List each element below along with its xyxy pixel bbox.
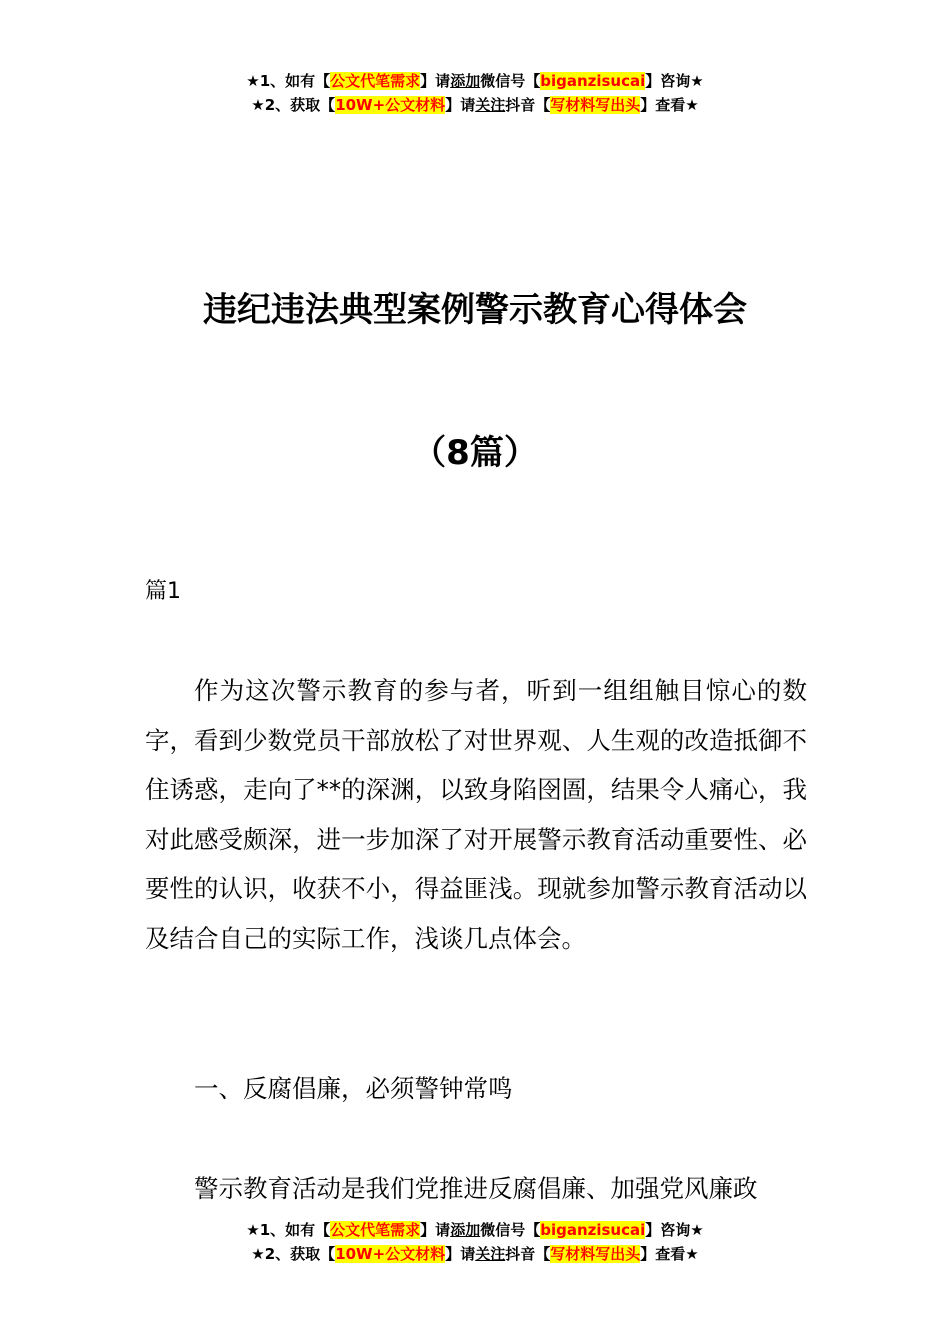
document-subtitle: （8篇） [412, 433, 538, 473]
promo-text: 微信号【 [480, 72, 541, 90]
promo-text: 】请 [445, 96, 476, 114]
promo-text: 抖音【 [505, 96, 551, 114]
promo-underlined: 添加 [450, 72, 481, 90]
promo-highlight: 写材料写出头 [550, 1245, 641, 1263]
section-label: 篇1 [145, 579, 181, 604]
promo-text: ★1、如有【 [246, 72, 331, 90]
promo-text: 】请 [420, 1221, 451, 1239]
promo-text: ★2、获取【 [251, 1245, 336, 1263]
promo-highlight: biganzisucai [540, 1221, 646, 1239]
promo-line-2 [0, 1242, 950, 1266]
promo-text: 】请 [445, 1245, 476, 1263]
promo-underlined: 关注 [475, 1245, 506, 1263]
promo-line-1 [0, 69, 950, 93]
promo-underlined: 添加 [450, 1221, 481, 1239]
promo-highlight: 公文代笔需求 [330, 1221, 421, 1239]
promo-highlight: biganzisucai [540, 72, 646, 90]
promo-text: 抖音【 [505, 1245, 551, 1263]
promo-text: 】查看★ [640, 1245, 699, 1263]
header-promo-banner [0, 69, 950, 117]
promo-text: 微信号【 [480, 1221, 541, 1239]
section-heading-1: 一、反腐倡廉，必须警钟常鸣 [194, 1074, 513, 1103]
promo-text: 】请 [420, 72, 451, 90]
footer-promo-banner [0, 1218, 950, 1266]
promo-text: ★1、如有【 [246, 1221, 331, 1239]
document-title: 违纪违法典型案例警示教育心得体会 [203, 290, 747, 330]
promo-highlight: 写材料写出头 [550, 96, 641, 114]
promo-highlight: 10W+公文材料 [335, 96, 446, 114]
promo-text: 】咨询★ [645, 1221, 704, 1239]
promo-highlight: 10W+公文材料 [335, 1245, 446, 1263]
body-paragraph-2: 警示教育活动是我们党推进反腐倡廉、加强党风廉政 [194, 1174, 758, 1203]
promo-underlined: 关注 [475, 96, 506, 114]
promo-line-2 [0, 93, 950, 117]
promo-text: 】查看★ [640, 96, 699, 114]
promo-text: 】咨询★ [645, 72, 704, 90]
body-paragraph-1: 作为这次警示教育的参与者，听到一组组触目惊心的数字，看到少数党员干部放松了对世界观、人生观的改造抵御不住诱惑，走向了**的深渊，以致身陷囹圄，结果令人痛心，我对此感受颇深，进一步加深了对开展警示教育活动重要性、必要性的认识，收获不小，得益匪浅。现就参加警示教育活动以及结合自己的实际工作，浅谈几点体会。 [145, 676, 807, 953]
promo-text: ★2、获取【 [251, 96, 336, 114]
promo-highlight: 公文代笔需求 [330, 72, 421, 90]
promo-line-1 [0, 1218, 950, 1242]
